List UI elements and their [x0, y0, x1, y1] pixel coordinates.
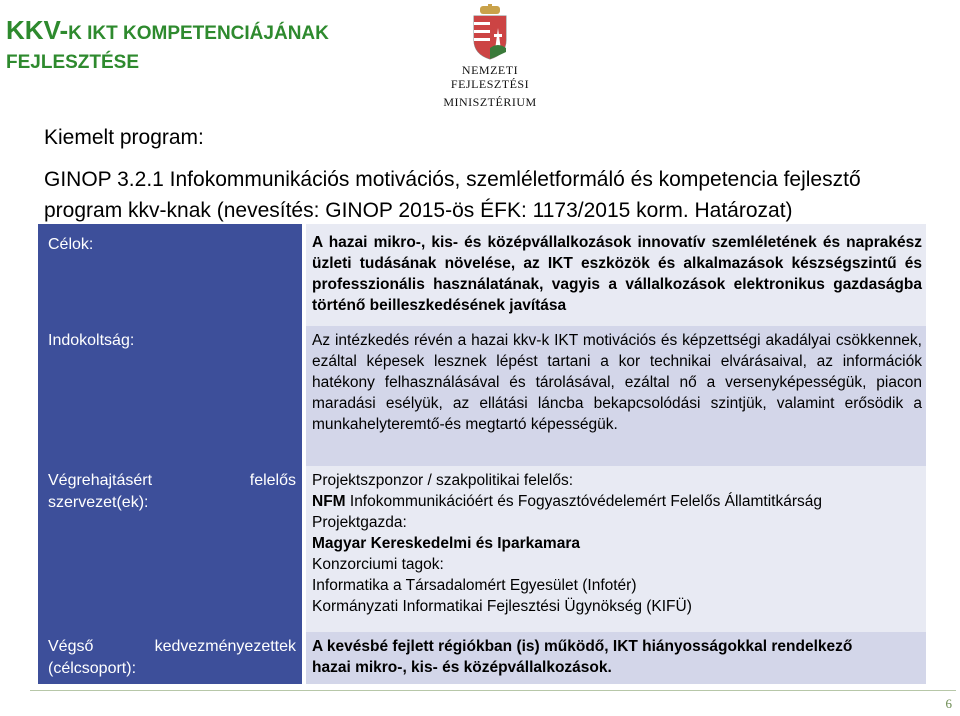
program-name: GINOP 3.2.1 Infokommunikációs motivációs, szemléletformáló és kompetencia fejlesztő program kkv-knak (nevesítés: GINOP 2015-ös ÉFK: 1173/2015 korm. Határozat) — [44, 168, 861, 222]
title-line1-small: K IKT KOMPETENCIÁJÁNAK — [68, 23, 329, 44]
label-indokoltsag: Indokoltság: — [48, 332, 135, 349]
coat-of-arms-icon — [468, 4, 512, 60]
footer-divider — [30, 690, 956, 691]
vegso-text: A kevésbé fejlett régiókban (is) működő, IKT hiányosságokkal rendelkező hazai mikro-, kis- és középvállalkozások. — [312, 638, 853, 676]
owner-label: Projektgazda: — [312, 514, 407, 531]
program-label: Kiemelt program: — [44, 126, 204, 149]
sponsor-label: Projektszponzor / szakpolitikai felelős: — [312, 472, 574, 489]
page-number: 6 — [945, 696, 952, 711]
owner-value: Magyar Kereskedelmi és Iparkamara — [312, 535, 580, 552]
title-line1-caps: KKV- — [6, 15, 69, 45]
vegrehajto-text — [312, 470, 922, 617]
label-column — [38, 224, 302, 684]
label-vegso-2: (célcsoport): — [48, 660, 137, 677]
consortium-label: Konzorciumi tagok: — [312, 556, 444, 573]
label-vegso: Végső kedvezményezettek — [48, 638, 296, 655]
consortium-member-1: Informatika a Társadalomért Egyesület (Infotér) — [312, 577, 637, 594]
title-line2: FEJLESZTÉSE — [6, 51, 140, 73]
consortium-member-2: Kormányzati Informatikai Fejlesztési Ügynökség (KIFÜ) — [312, 598, 692, 615]
label-vegrehajto: Végrehajtásért felelős — [48, 472, 296, 489]
logo-text-line2: MINISZTÉRIUM — [443, 94, 537, 109]
slide-title — [6, 14, 329, 74]
label-vegrehajto-2: szervezet(ek): — [48, 494, 149, 511]
sponsor-value: NFM Infokommunikációért és Fogyasztóvédelemért Felelős Államtitkárság — [312, 493, 822, 510]
celok-text: A hazai mikro-, kis- és középvállalkozások innovatív szemléletének és naprakész üzleti tudásának növelése, az IKT eszközök és alkalmazások készségszintű és professzionális használatának, vagyis a vállalkozások elektronikus gazdaságba történő beilleszkedésének javítása — [312, 234, 922, 314]
label-celok: Célok: — [48, 236, 94, 253]
logo-text-line1: NEMZETI FEJLESZTÉSI — [450, 63, 530, 91]
ministry-logo — [430, 4, 550, 109]
indokoltsag-text: Az intézkedés révén a hazai kkv-k IKT motivációs és képzettségi akadályai csökkennek, ezáltal képesek lesznek lépést tartani a kor technikai elvárásaival, az információk hatékony felhasználásával és tárolásával, ezáltal nő a versenyképességük, piacon maradási esélyük, az ellátási láncba bekapcsolódási szintjük, valamint erősödik a munkahelyteremtő-és megtartó képességük. — [312, 332, 922, 433]
